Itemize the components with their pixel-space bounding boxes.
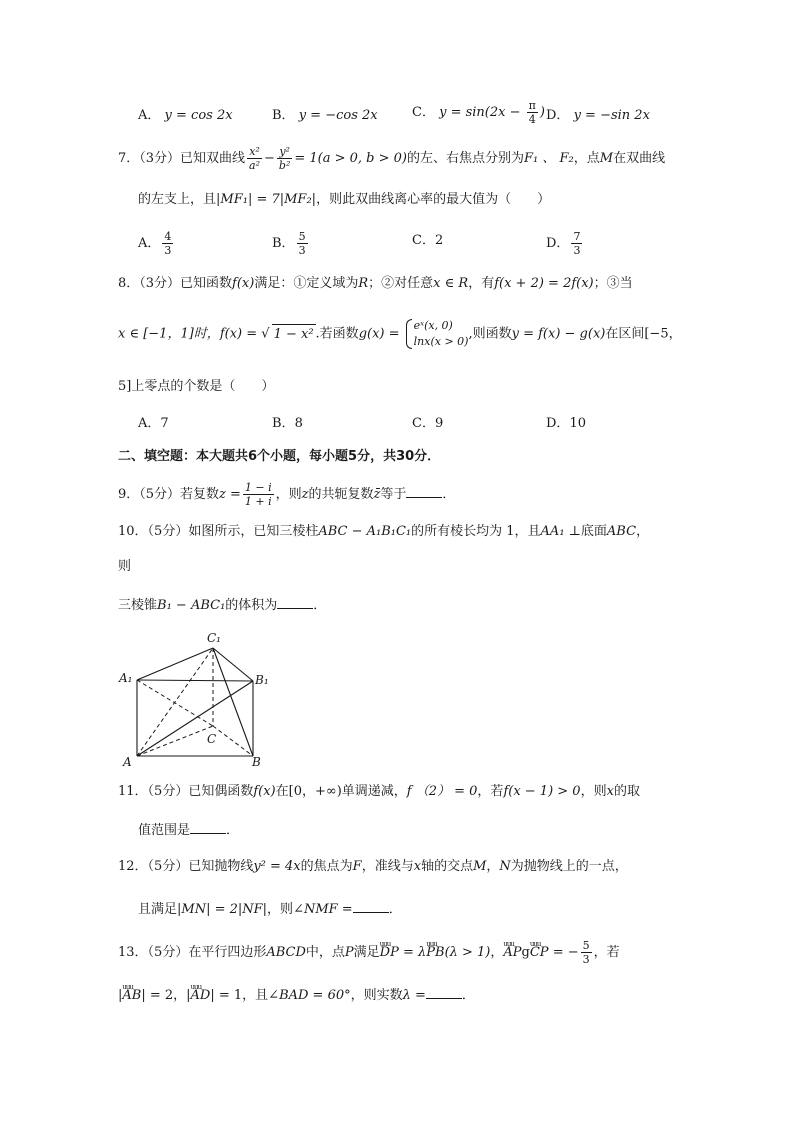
q12-line-2: 且满足|MN| = 2|NF|，则∠NMF = ． xyxy=(138,898,402,920)
q9-answer-blank[interactable] xyxy=(406,483,442,498)
q13-line-2: |uuu AB| = 2，|uuu AD| = 1，且∠BAD = 60°，则实数λ = ． xyxy=(118,984,475,1006)
q8-option-d: D．10 xyxy=(546,416,586,431)
label-c: C xyxy=(207,732,217,746)
q12-answer-blank[interactable] xyxy=(353,898,389,913)
q7-line-2: 的左支上，且|MF₁| = 7|MF₂|，则此双曲线离心率的最大值为（ ） xyxy=(138,192,551,207)
q13-line-1: 13．（5分）在平行四边形ABCD中，点P满足uuu DP = λuuu PB(λ > 1)，uuu APguuu CP = − $\frac{5}{3}$ ，若 xyxy=(118,939,620,966)
q6-option-b: B． y = −cos 2x xyxy=(272,108,378,123)
label-b: B xyxy=(252,755,261,769)
label-a1: A₁ xyxy=(119,671,133,685)
q7-option-c: C．2 xyxy=(412,233,444,248)
q10-line-3: 三棱锥B₁ − ABC₁的体积为 ． xyxy=(118,594,326,616)
q7-option-d: D． $\frac{7}{3}$ xyxy=(546,230,581,257)
q8-option-a: A．7 xyxy=(138,416,169,431)
label-c1: C₁ xyxy=(207,631,221,645)
q11-line-1: 11．（5分）已知偶函数f(x)在[0，+∞)单调递减，f （2） = 0，若f(x − 1) > 0，则x的取 xyxy=(118,784,640,799)
q11-answer-blank[interactable] xyxy=(190,819,226,834)
q12-line-1: 12．（5分）已知抛物线y² = 4x的焦点为F，准线与x轴的交点M，N为抛物线上的一点， xyxy=(118,859,628,874)
q8-option-c: C．9 xyxy=(412,416,444,431)
edge-a-b1 xyxy=(137,681,253,756)
q11-line-2: 值范围是 ． xyxy=(138,819,239,841)
q13-answer-blank[interactable] xyxy=(426,984,462,999)
q8-line-2: x ∈ [−1，1]时，f(x) = √ 1 − x² .若函数g(x) = eˣ(x, 0) lnx(x > 0) ,则函数y = f(x) − g(x)在区间[−5， xyxy=(118,319,682,348)
q8-line-1: 8．（3分）已知函数f(x)满足：①定义域为R；②对任意x ∈ R，有f(x + 2) = 2f(x)；③当 xyxy=(118,276,633,291)
label-b1: B₁ xyxy=(255,673,269,687)
label-a: A xyxy=(123,755,132,769)
q8-line-3: 5]上零点的个数是（ ） xyxy=(118,379,275,394)
prism-figure xyxy=(115,628,285,770)
q6-option-a: A． y = cos 2x xyxy=(138,108,233,123)
edge-a1-b1 xyxy=(137,680,253,681)
q7-option-a: A． $\frac{4}{3}$ xyxy=(138,230,172,257)
q7-option-b: B． $\frac{5}{3}$ xyxy=(272,230,306,257)
q10-line-1: 10．（5分）如图所示，已知三棱柱ABC − A₁B₁C₁的所有棱长均为 1，且AA₁ ⊥底面ABC， xyxy=(118,524,650,539)
edge-a-c-dashed xyxy=(137,726,213,756)
q7-line-1: 7．（3分）已知双曲线 $\frac{\text{x²}}{\text{a²}}$ − $\frac{\text{y²}}{\text{b²}}$ = 1(a > 0, b > 0)的左、右焦点分别为F₁ 、 F₂，点M在双曲线 xyxy=(118,145,666,172)
q9-line: 9．（5分）若复数z = $\frac{1 - i}{1 + i}$ ，则z的共轭复数z̄等于 ． xyxy=(118,481,456,508)
edge-a1-c-dashed xyxy=(137,680,213,726)
q8-option-b: B．8 xyxy=(272,416,303,431)
q6-option-c: C． y = sin(2x − $\frac{\pi}{4}$ ) xyxy=(412,99,545,126)
q10-line-2: 则 xyxy=(118,559,132,574)
section-heading: 二、填空题：本大题共6个小题，每小题5分，共30分． xyxy=(118,449,441,464)
q10-answer-blank[interactable] xyxy=(277,594,313,609)
q6-option-d: D． y = −sin 2x xyxy=(546,108,650,123)
